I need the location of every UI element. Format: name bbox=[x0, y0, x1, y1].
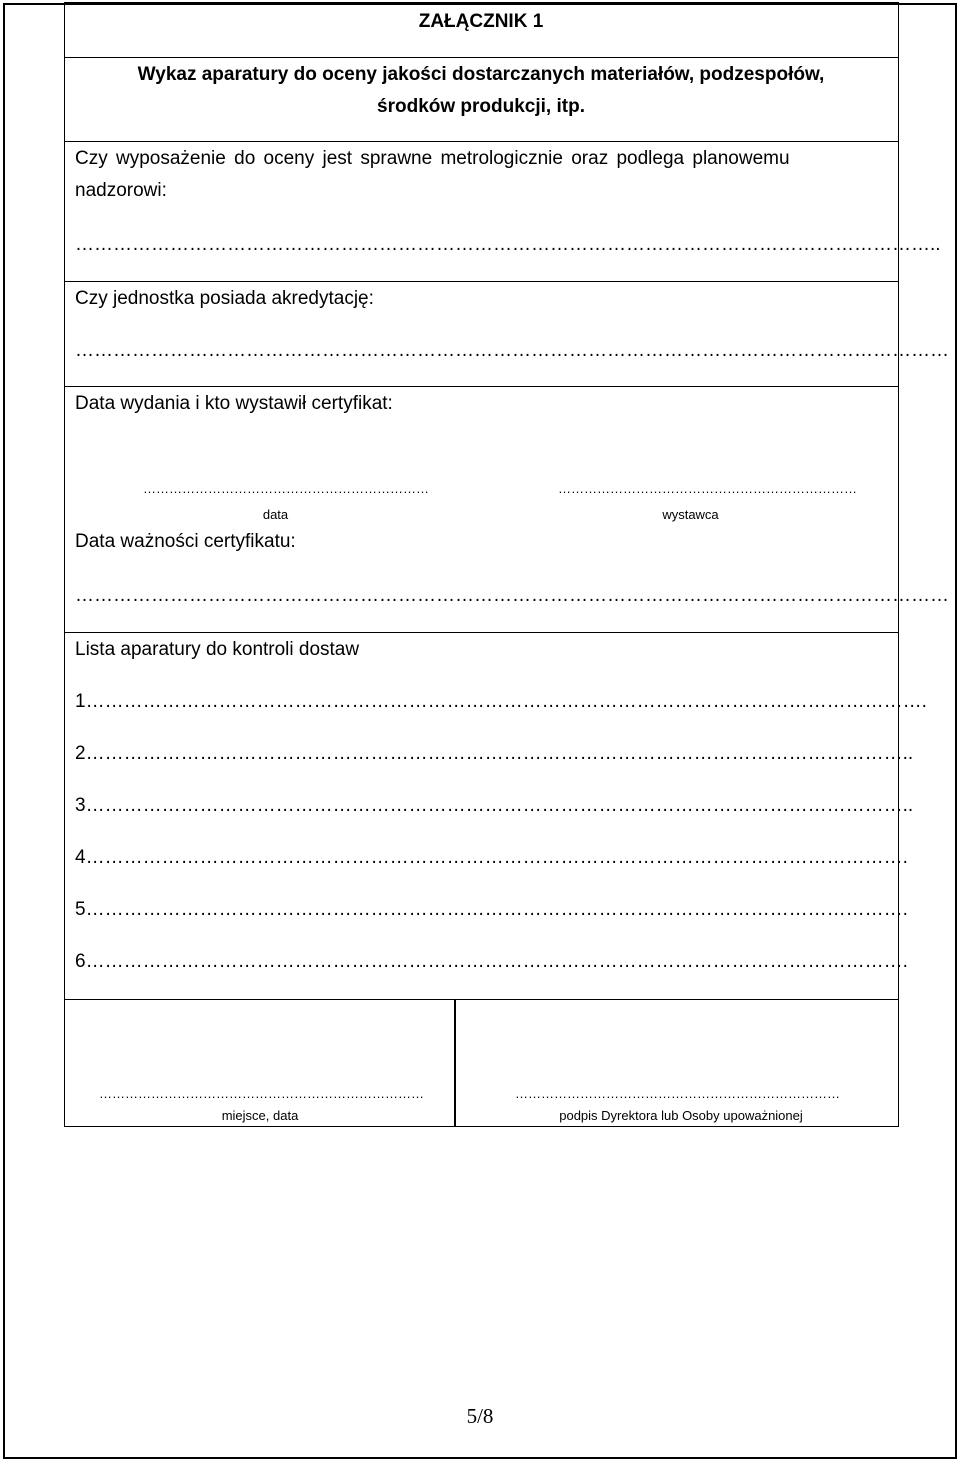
issue-issuer-field[interactable]: …………………………………………………………… bbox=[558, 481, 857, 496]
equipment-list-heading: Lista aparatury do kontroli dostaw bbox=[75, 639, 360, 660]
issue-date-label: data bbox=[262, 507, 289, 522]
metrology-question-line1: Czy wyposażenie do oceny jest sprawne metrologicznie oraz podlega planowemu bbox=[75, 148, 790, 169]
validity-row bbox=[64, 531, 949, 632]
equipment-item[interactable]: 5…………………………………………………………………………………………………………………. bbox=[75, 899, 908, 920]
accreditation-answer-field[interactable]: ………………………………………………………………………………………………………………………… bbox=[75, 340, 949, 361]
attachment-label: ZAŁĄCZNIK 1 bbox=[418, 11, 544, 32]
equipment-item[interactable]: 1……………………………………………………………………………………………………………………. bbox=[75, 691, 927, 712]
place-date-field[interactable]: ………………………………………………………………… bbox=[99, 1086, 424, 1101]
place-date-label: miejsce, data bbox=[221, 1108, 299, 1123]
validity-question: Data ważności certyfikatu: bbox=[75, 531, 296, 552]
accreditation-row bbox=[64, 281, 949, 386]
document-title-line2: środków produkcji, itp. bbox=[377, 96, 585, 117]
validity-answer-field[interactable]: ………………………………………………………………………………………………………………………… bbox=[75, 585, 949, 606]
page-number: 5/8 bbox=[466, 1404, 494, 1428]
equipment-item[interactable]: 3………………………………………………………………………………………………………………….. bbox=[75, 795, 914, 816]
metrology-row bbox=[64, 141, 941, 281]
director-signature-label: podpis Dyrektora lub Osoby upoważnionej bbox=[559, 1108, 803, 1123]
equipment-item[interactable]: 2………………………………………………………………………………………………………………….. bbox=[75, 743, 914, 764]
issue-date-field[interactable]: ………………………………………………………… bbox=[143, 481, 429, 496]
signature-row bbox=[64, 999, 899, 1127]
issue-question: Data wydania i kto wystawił certyfikat: bbox=[75, 393, 393, 414]
issue-issuer-label: wystawca bbox=[662, 507, 719, 522]
document-title-line1: Wykaz aparatury do oceny jakości dostarczanych materiałów, podzespołów, bbox=[137, 64, 825, 85]
metrology-answer-field[interactable]: ……………………………………………………………………………………………………………………….. bbox=[75, 234, 941, 255]
signature-divider bbox=[454, 1000, 456, 1127]
accreditation-question: Czy jednostka posiada akredytację: bbox=[75, 288, 374, 309]
issue-row bbox=[64, 386, 899, 531]
attachment-row bbox=[64, 2, 899, 57]
metrology-question-line2: nadzorowi: bbox=[75, 180, 167, 201]
director-signature-field[interactable]: ………………………………………………………………… bbox=[515, 1086, 840, 1101]
title-row bbox=[64, 57, 899, 141]
equipment-item[interactable]: 4…………………………………………………………………………………………………………………. bbox=[75, 847, 908, 868]
equipment-item[interactable]: 6…………………………………………………………………………………………………………………. bbox=[75, 951, 908, 972]
equipment-list-row bbox=[64, 632, 927, 999]
